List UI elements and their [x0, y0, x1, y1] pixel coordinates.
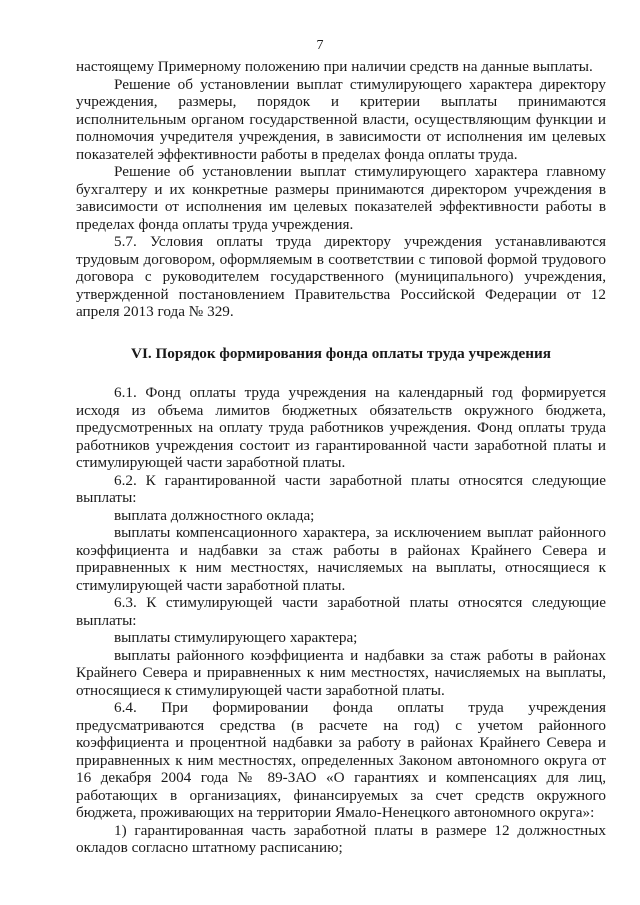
section-heading: VI. Порядок формирования фонда оплаты труда учреждения — [131, 344, 551, 362]
paragraph: настоящему Примерному положению при наличии средств на данные выплаты. — [76, 58, 593, 75]
paragraph: 6.4. При формировании фонда оплаты труда учреждения предусматриваются средства (в расчете на год) с учетом районного коэффициента и процентной надбавки за работу в районах Крайнего Севера и приравненных к ним местностях, определенных Законом автономного округа от 16 декабря 2004 года № 89-ЗАО «О гарантиях и компенсациях для лиц, работающих в организациях, финансируемых за счет средств окружного бюджета, проживающих на территории Ямало-Ненецкого автономного округа»: — [76, 699, 606, 821]
paragraph: выплата должностного оклада; — [114, 506, 315, 524]
paragraph: выплаты компенсационного характера, за исключением выплат районного коэффициента и надбавки за стаж работы в районах Крайнего Севера и приравненных к ним местностях, начисляемых на выплаты, относящиеся к стимулирующей части заработной платы. — [76, 524, 606, 594]
paragraph: 5.7. Условия оплаты труда директору учреждения устанавливаются трудовым договором, оформляемым в соответствии с типовой формой трудового договора с руководителем государственного (муниципального) учреждения, утвержденной постановлением Правительства Российской Федерации от 12 апреля 2013 года № 329. — [76, 233, 606, 320]
paragraph: выплаты стимулирующего характера; — [114, 629, 358, 646]
paragraph: выплаты районного коэффициента и надбавки за стаж работы в районах Крайнего Севера и приравненных к ним местностях, начисляемых на выплаты, относящиеся к стимулирующей части заработной платы. — [76, 646, 606, 699]
paragraph: Решение об установлении выплат стимулирующего характера директору учреждения, размеры, порядок и критерии выплаты принимаются исполнительным органом государственной власти, осуществляющим функции и полномочия учредителя учреждения, в зависимости от исполнения им целевых показателей эффективности работы в пределах фонда оплаты труда. — [76, 75, 606, 163]
paragraph: 6.2. К гарантированной части заработной платы относятся следующие выплаты: — [76, 471, 606, 506]
paragraph: 1) гарантированная часть заработной платы в размере 12 должностных окладов согласно штатному расписанию; — [76, 821, 606, 856]
paragraph: 6.3. К стимулирующей части заработной платы относятся следующие выплаты: — [76, 594, 606, 629]
paragraph: Решение об установлении выплат стимулирующего характера главному бухгалтеру и их конкретные размеры принимаются директором учреждения в зависимости от исполнения им целевых показателей эффективности работы в пределах фонда оплаты труда учреждения. — [76, 163, 606, 233]
paragraph: 6.1. Фонд оплаты труда учреждения на календарный год формируется исходя из объема лимитов бюджетных обязательств окружного бюджета, предусмотренных на оплату труда работников учреждения. Фонд оплаты труда работников учреждения состоит из гарантированной части заработной платы и стимулирующей части заработной платы. — [76, 384, 606, 471]
page-number: 7 — [316, 38, 324, 53]
page-content — [76, 58, 606, 857]
